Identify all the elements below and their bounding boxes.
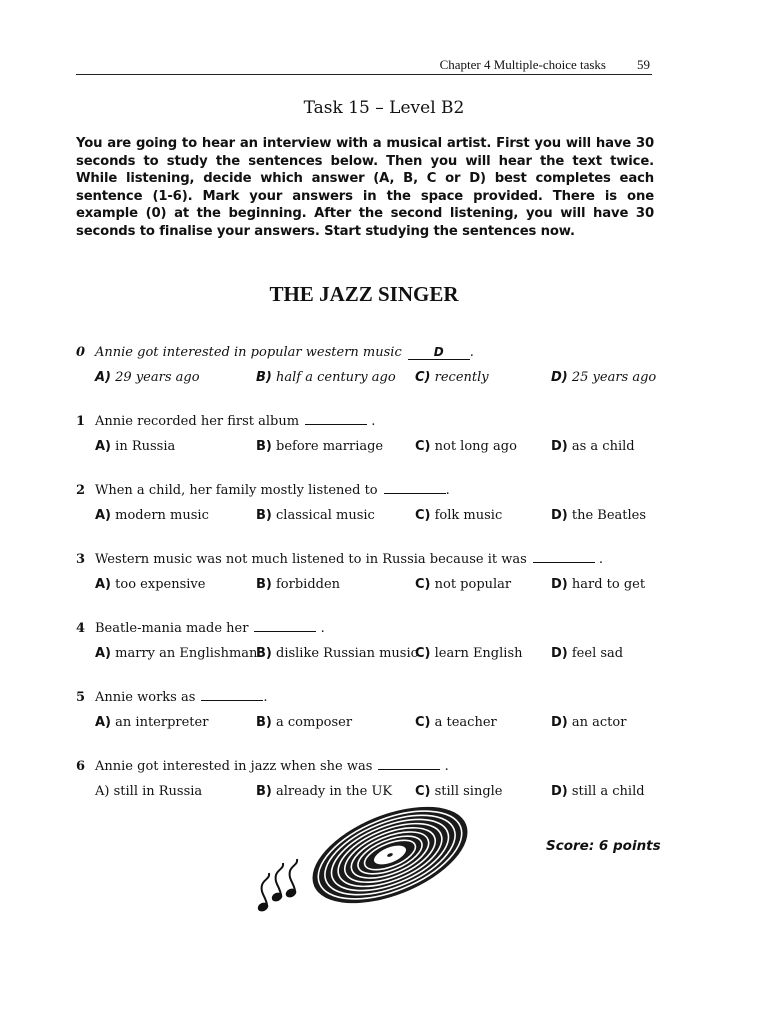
- music-notes-icon: [257, 859, 297, 912]
- question-stem: Annie got interested in popular western music D .: [95, 345, 474, 360]
- option-c: C) learn English: [415, 646, 523, 661]
- question-number: 0: [76, 345, 86, 360]
- answer-blank: D: [408, 346, 470, 360]
- answer-blank[interactable]: [305, 424, 367, 425]
- option-c: C) still single: [415, 784, 503, 799]
- page-number: 59: [637, 57, 650, 72]
- question-5: [76, 690, 666, 740]
- record-illustration: [250, 805, 480, 917]
- option-c: C) folk music: [415, 508, 503, 523]
- question-4: [76, 621, 666, 671]
- option-d: D) the Beatles: [551, 508, 647, 523]
- question-number: 1: [76, 414, 86, 429]
- score-label: Score: 6 points: [546, 838, 661, 854]
- option-a: A) marry an Englishman: [95, 646, 258, 661]
- answer-blank[interactable]: [533, 562, 595, 563]
- option-d: D) feel sad: [551, 646, 624, 661]
- question-stem: Beatle-mania made her .: [95, 621, 325, 636]
- option-a: A) an interpreter: [95, 715, 209, 730]
- vinyl-record-icon: [299, 805, 480, 917]
- question-number: 6: [76, 759, 86, 774]
- page-title: THE JAZZ SINGER: [269, 282, 459, 306]
- option-b: B) forbidden: [256, 577, 341, 592]
- option-c: C) recently: [415, 370, 489, 385]
- option-a: A) in Russia: [95, 439, 176, 454]
- option-a: A) too expensive: [95, 577, 206, 592]
- question-1: [76, 414, 666, 464]
- question-number: 4: [76, 621, 86, 636]
- question-6: [76, 759, 666, 809]
- option-d: D) still a child: [551, 784, 645, 799]
- question-number: 2: [76, 483, 86, 498]
- option-d: D) as a child: [551, 439, 635, 454]
- question-stem: Annie got interested in jazz when she was .: [95, 759, 449, 774]
- option-a: A) still in Russia: [95, 784, 203, 799]
- question-3: [76, 552, 666, 602]
- question-number: 5: [76, 690, 86, 705]
- option-a: A) 29 years ago: [95, 370, 200, 385]
- answer-blank[interactable]: [384, 493, 446, 494]
- option-c: C) not popular: [415, 577, 512, 592]
- question-stem: Western music was not much listened to in Russia because it was .: [95, 552, 604, 567]
- answer-blank[interactable]: [254, 631, 316, 632]
- chapter-title: Chapter 4 Multiple-choice tasks: [439, 57, 606, 72]
- question-0: [76, 345, 666, 395]
- answer-blank[interactable]: [201, 700, 263, 701]
- question-number: 3: [76, 552, 86, 567]
- option-b: B) half a century ago: [256, 370, 396, 385]
- option-d: D) an actor: [551, 715, 627, 730]
- option-d: D) 25 years ago: [551, 370, 657, 385]
- option-c: C) a teacher: [415, 715, 497, 730]
- option-d: D) hard to get: [551, 577, 646, 592]
- task-title: Task 15 – Level B2: [303, 98, 465, 118]
- question-2: [76, 483, 666, 533]
- option-b: B) already in the UK: [256, 784, 393, 799]
- page-header: [76, 56, 652, 75]
- option-c: C) not long ago: [415, 439, 517, 454]
- option-a: A) modern music: [95, 508, 209, 523]
- answer-blank[interactable]: [378, 769, 440, 770]
- option-b: B) before marriage: [256, 439, 384, 454]
- question-stem: Annie recorded her first album .: [95, 414, 376, 429]
- option-b: B) dislike Russian music: [256, 646, 418, 661]
- question-stem: Annie works as .: [95, 690, 268, 705]
- instructions: You are going to hear an interview with a musical artist. First you will have 30 seconds to study the sentences below. Then you will hear the text twice. While listening, decide which answer (A, B, C or D) best completes each sentence (1-6). Mark your answers in the space provided. There is one example (0) at the beginning. After the second listening, you will have 30 seconds to finalise your answers. Start studying the sentences now.: [76, 136, 654, 239]
- option-b: B) classical music: [256, 508, 375, 523]
- question-stem: When a child, her family mostly listened to .: [95, 483, 450, 498]
- option-b: B) a composer: [256, 715, 353, 730]
